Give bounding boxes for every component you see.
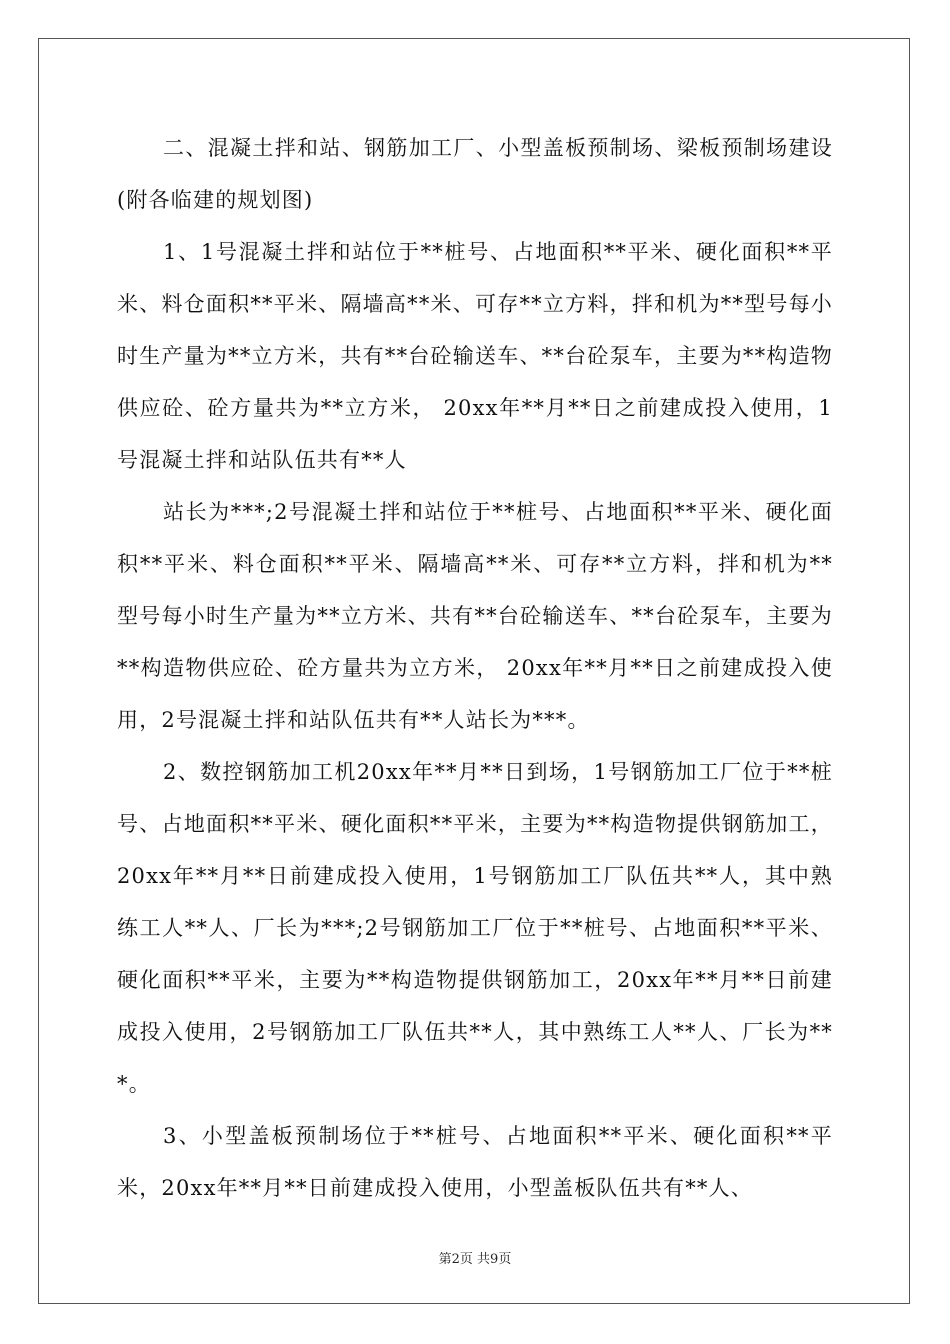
document-body [117,122,833,1214]
paragraph-mixing-station-2: 站长为***;2号混凝土拌和站位于**桩号、占地面积**平米、硬化面积**平米、料仓面积**平米、隔墙高**米、可存**立方料，拌和机为**型号每小时生产量为**立方米、共有**台砼输送车、**台砼泵车，主要为**构造物供应砼、砼方量共为立方米， 20xx年**月**日之前建成投入使用，2号混凝土拌和站队伍共有**人站长为***。 [117,500,833,732]
paragraph-precast-yard: 3、小型盖板预制场位于**桩号、占地面积**平米、硬化面积**平米，20xx年**月**日前建成投入使用，小型盖板队伍共有**人、 [117,1124,833,1200]
paragraph-section-heading: 二、混凝土拌和站、钢筋加工厂、小型盖板预制场、梁板预制场建设(附各临建的规划图) [117,136,833,212]
paragraph-rebar-factory: 2、数控钢筋加工机20xx年**月**日到场，1号钢筋加工厂位于**桩号、占地面积**平米、硬化面积**平米，主要为**构造物提供钢筋加工，20xx年**月**日前建成投入使用，1号钢筋加工厂队伍共**人，其中熟练工人**人、厂长为***;2号钢筋加工厂位于**桩号、占地面积**平米、硬化面积**平米，主要为**构造物提供钢筋加工，20xx年**月**日前建成投入使用，2号钢筋加工厂队伍共**人，其中熟练工人**人、厂长为***。 [117,760,833,1096]
paragraph-mixing-station-1: 1、1号混凝土拌和站位于**桩号、占地面积**平米、硬化面积**平米、料仓面积**平米、隔墙高**米、可存**立方料，拌和机为**型号每小时生产量为**立方米，共有**台砼输送车、**台砼泵车，主要为**构造物供应砼、砼方量共为**立方米， 20xx年**月**日之前建成投入使用，1号混凝土拌和站队伍共有**人 [117,240,833,472]
page-number-footer: 第2页 共9页 [438,1252,512,1267]
